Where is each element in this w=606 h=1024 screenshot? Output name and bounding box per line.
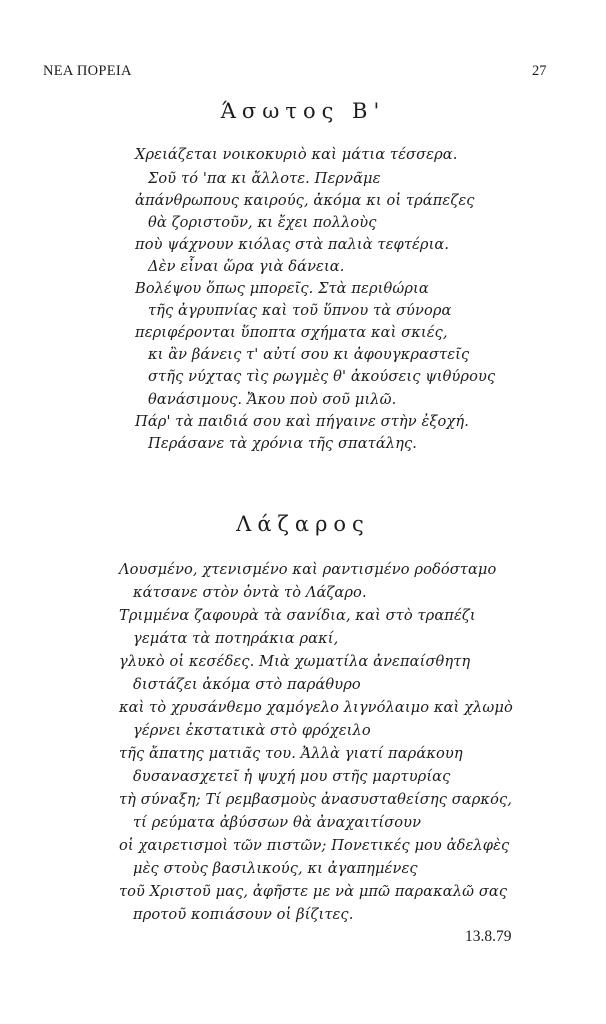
poem-line: θὰ ζοριστοῦν, κι ἔχει πολλοὺς <box>148 214 377 231</box>
poem-line: ἀπάνθρωπους καιρούς, ἀκόμα κι οἱ τράπεζες <box>135 192 475 209</box>
poem-line: Περάσανε τὰ χρόνια τῆς σπατάλης. <box>148 435 417 452</box>
poem-line: Δὲν εἶναι ὥρα γιὰ δάνεια. <box>148 258 345 275</box>
poem-line: Χρειάζεται νοικοκυριὸ καὶ μάτια τέσσερα. <box>135 146 458 163</box>
poem-line: τί ρεύματα ἀβύσσων θὰ ἀναχαιτίσουν <box>133 814 422 831</box>
poem-date: 13.8.79 <box>465 928 512 945</box>
poem-line: καὶ τὸ χρυσάνθεμο χαμόγελο λιγνόλαιμο καὶ χλωμὸ <box>119 699 513 716</box>
poem-line: γεμάτα τὰ ποτηράκια ρακί, <box>133 630 339 647</box>
journal-name: ΝΕΑ ΠΟΡΕΙΑ <box>43 63 132 79</box>
poem-line: στῆς νύχτας τὶς ρωγμὲς θ' ἀκούσεις ψιθύρους <box>148 368 496 385</box>
poem-title: Λάζαρος <box>236 512 370 536</box>
poem-line: κι ἂν βάνεις τ' αὐτί σου κι ἀφουγκραστεῖς <box>148 346 470 363</box>
poem-line: Βολέψου ὅπως μπορεῖς. Στὰ περιθώρια <box>135 280 429 297</box>
poem-line: θανάσιμους. Ἄκου ποὺ σοῦ μιλῶ. <box>148 391 397 408</box>
poem-line: περιφέρονται ὕποπτα σχήματα καὶ σκιές, <box>135 324 448 341</box>
poem-line: Πάρ' τὰ παιδιά σου καὶ πήγαινε στὴν ἐξοχή. <box>135 413 469 430</box>
poem-line: Σοῦ τό 'πα κι ἄλλοτε. Περνᾶμε <box>148 170 381 187</box>
poem-line: διστάζει ἀκόμα στὸ παράθυρο <box>133 676 361 693</box>
poem-line: γλυκὸ οἱ κεσέδες. Μιὰ χωματίλα ἀνεπαίσθητη <box>119 653 471 670</box>
poem-line: κάτσανε στὸν ὀντὰ τὸ Λάζαρο. <box>133 584 367 601</box>
poem-line: δυσανασχετεῖ ἡ ψυχή μου στῆς μαρτυρίας <box>133 768 451 785</box>
poem-line: μὲς στοὺς βασιλικούς, κι ἀγαπημένες <box>133 860 418 877</box>
poem-line: τοῦ Χριστοῦ μας, ἀφῆστε με νὰ μπῶ παρακαλῶ σας <box>119 883 508 900</box>
poem-line: Τριμμένα ζαφουρὰ τὰ σανίδια, καὶ στὸ τραπέζι <box>119 607 476 624</box>
poem-line: οἱ χαιρετισμοὶ τῶν πιστῶν; Πονετικές μου ἀδελφὲς <box>119 837 510 854</box>
poem-line: προτοῦ κοπιάσουν οἱ βίζιτες. <box>133 906 354 923</box>
poem-line: τῆς ἀγρυπνίας καὶ τοῦ ὕπνου τὰ σύνορα <box>148 302 452 319</box>
poem-line: γέρνει ἐκστατικὰ στὸ φρόχειλο <box>133 722 371 739</box>
poem-line: τῆς ἄπατης ματιᾶς του. Ἀλλὰ γιατί παράκουη <box>119 745 463 762</box>
poem-line: τὴ σύναξη; Τί ρεμβασμοὺς ἀνασυσταθείσης σαρκός, <box>119 791 512 808</box>
poem-line: Λουσμένο, χτενισμένο καὶ ραντισμένο ροδόσταμο <box>119 561 497 578</box>
poem-title: Άσωτος Β' <box>220 99 386 123</box>
poem-line: ποὺ ψάχνουν κιόλας στὰ παλιὰ τεφτέρια. <box>135 236 450 253</box>
page-number: 27 <box>532 63 547 79</box>
